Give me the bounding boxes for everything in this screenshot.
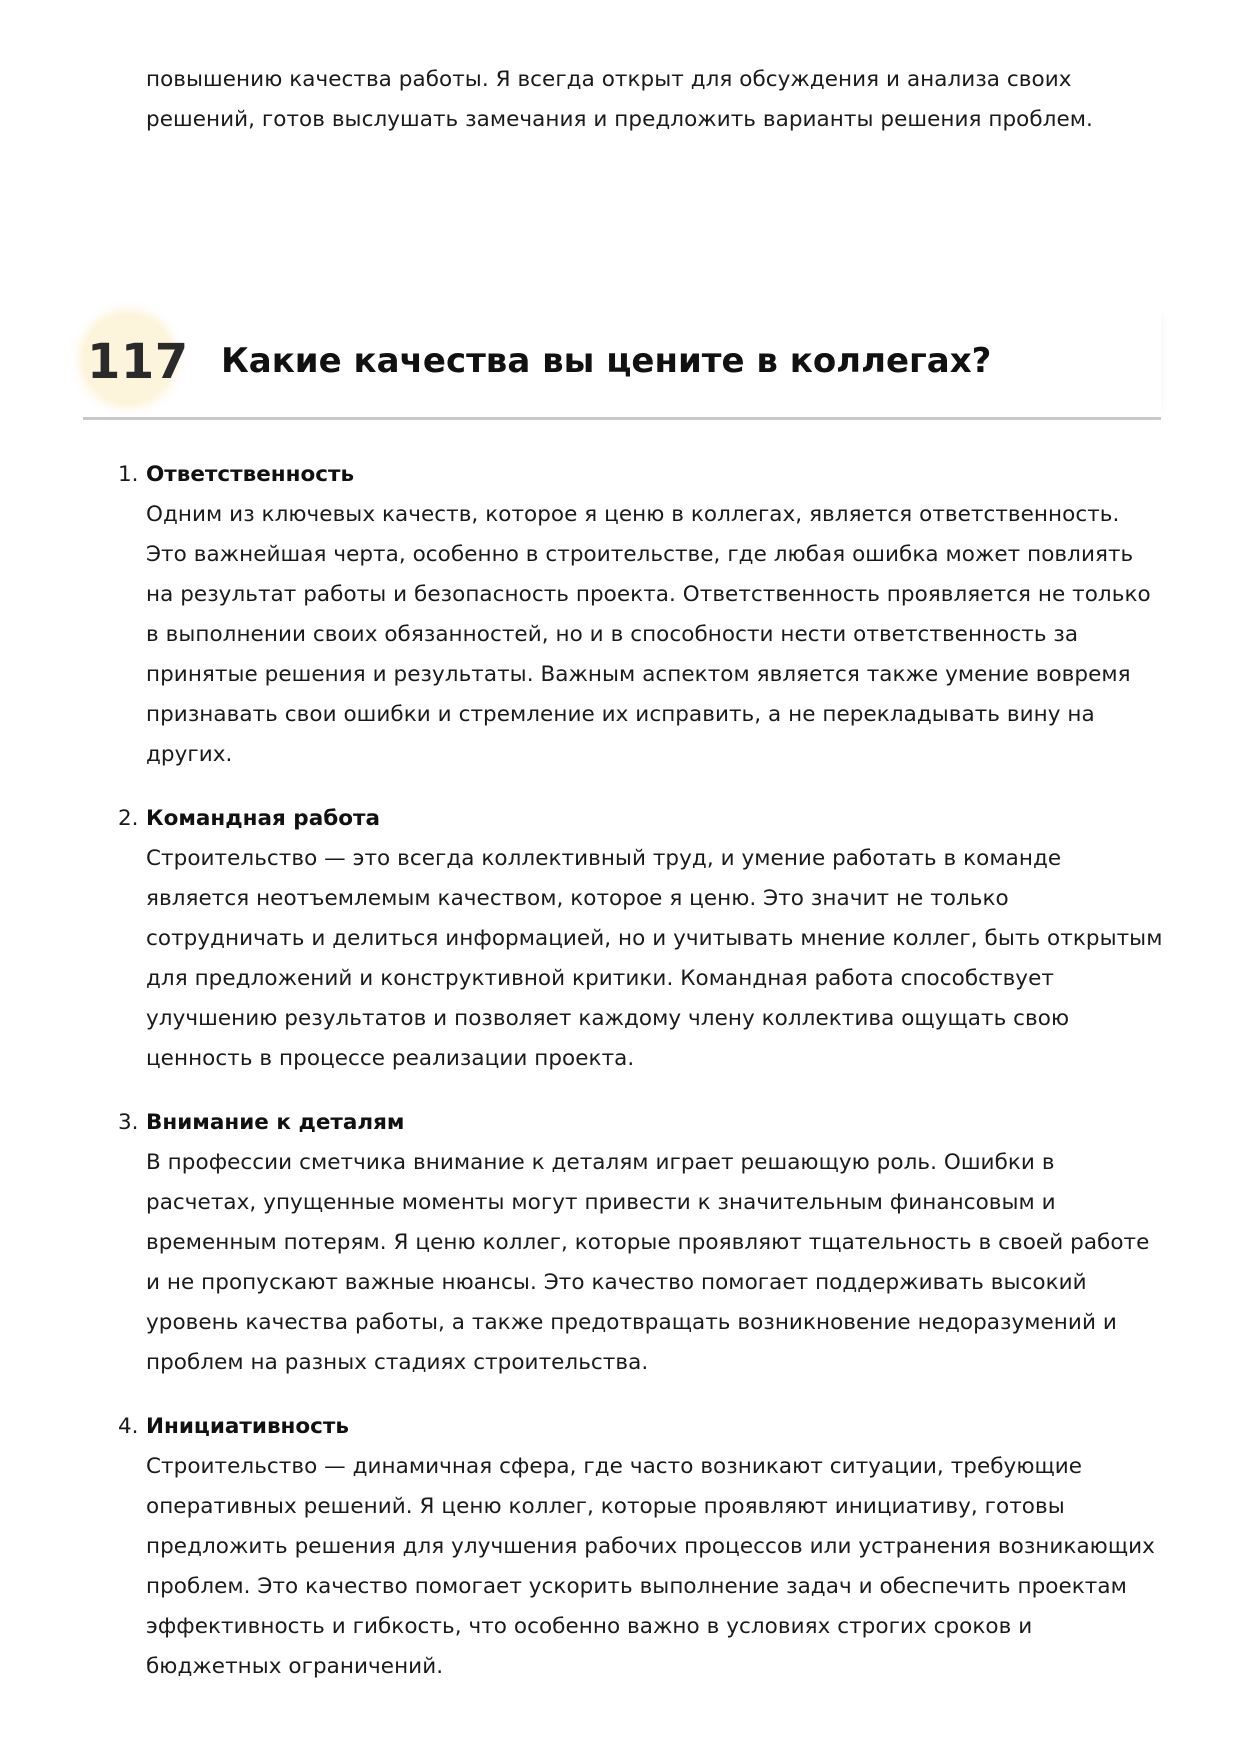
- question-title: Какие качества вы цените в коллегах?: [221, 341, 992, 381]
- intro-text: повышению качества работы. Я всегда открыт для обсуждения и анализа своих решений, готов выслушать замечания и предложить варианты решения проблем.: [146, 67, 1093, 132]
- list-item: [118, 455, 1166, 775]
- list-item-number: 4.: [118, 1414, 139, 1439]
- list-item: [118, 1407, 1166, 1687]
- list-item-title: Инициативность: [146, 1414, 349, 1439]
- list-item: [118, 1103, 1166, 1383]
- list-item-title: Внимание к деталям: [146, 1110, 405, 1135]
- list-item-text: В профессии сметчика внимание к деталям играет решающую роль. Ошибки в расчетах, упущенные моменты могут привести к значительным финансовым и временным потерям. Я ценю коллег, которые проявляют тщательность в своей работе и не пропускают важные нюансы. Это качество помогает поддерживать высокий уровень качества работы, а также предотвращать возникновение недоразумений и проблем на разных стадиях строительства.: [146, 1150, 1150, 1375]
- intro-paragraph: [146, 60, 1166, 140]
- list-item: [118, 799, 1166, 1079]
- list-item-number: 1.: [118, 462, 139, 487]
- list-item-text: Строительство — это всегда коллективный труд, и умение работать в команде является неотъемлемым качеством, которое я ценю. Это значит не только сотрудничать и делиться информацией, но и учитывать мнение коллег, быть открытым для предложений и конструктивной критики. Командная работа способствует улучшению результатов и позволяет каждому члену коллектива ощущать свою ценность в процессе реализации проекта.: [146, 846, 1163, 1071]
- answer-list: [118, 455, 1166, 1711]
- list-item-text: Строительство — динамичная сфера, где часто возникают ситуации, требующие оперативных решений. Я ценю коллег, которые проявляют инициативу, готовы предложить решения для улучшения рабочих процессов или устранения возникающих проблем. Это качество помогает ускорить выполнение задач и обеспечить проектам эффективность и гибкость, что особенно важно в условиях строгих сроков и бюджетных ограничений.: [146, 1454, 1155, 1679]
- question-number: 117: [87, 334, 189, 390]
- list-item-number: 2.: [118, 806, 139, 831]
- list-item-title: Ответственность: [146, 462, 355, 487]
- question-header: [83, 305, 1161, 420]
- list-item-text: Одним из ключевых качеств, которое я ценю в коллегах, является ответственность. Это важнейшая черта, особенно в строительстве, где любая ошибка может повлиять на результат работы и безопасность проекта. Ответственность проявляется не только в выполнении своих обязанностей, но и в способности нести ответственность за принятые решения и результаты. Важным аспектом является также умение вовремя признавать свои ошибки и стремление их исправить, а не перекладывать вину на других.: [146, 502, 1151, 767]
- list-item-title: Командная работа: [146, 806, 380, 831]
- list-item-number: 3.: [118, 1110, 139, 1135]
